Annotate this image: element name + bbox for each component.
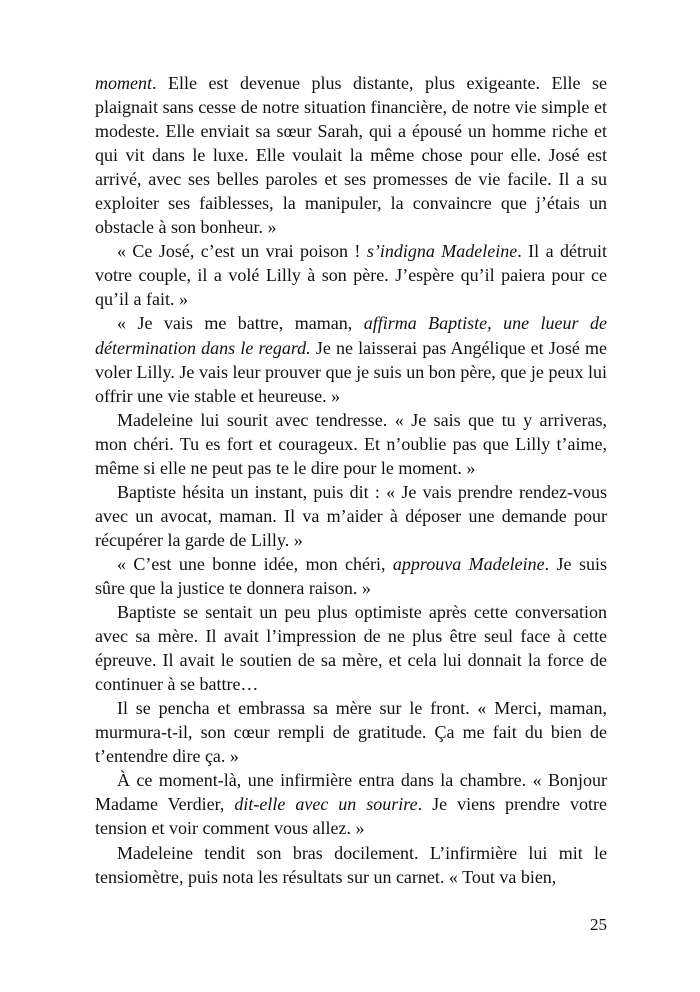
paragraph (95, 600, 607, 696)
text-run: Madeleine lui sourit avec tendresse. « Je sais que tu y arriveras, mon chéri. Tu es fort et courageux. Et n’oublie pas que Lilly t’aime, même si elle ne peut pas te le dire pour le moment. » (95, 409, 607, 478)
paragraph (95, 239, 607, 311)
paragraph (95, 311, 607, 407)
text-run: . Je viens prendre votre tension et voir comment vous allez. » (95, 794, 607, 839)
paragraph (95, 768, 607, 840)
paragraph (95, 841, 607, 889)
text-run: Baptiste hésita un instant, puis dit : « Je vais prendre rendez-vous avec un avocat, maman. Il va m’aider à déposer une demande pour récupérer la garde de Lilly. » (95, 481, 607, 550)
page-text (95, 71, 607, 889)
paragraph (95, 696, 607, 768)
page-number: 25 (590, 915, 607, 934)
text-run: . Je suis sûre que la justice te donnera raison. » (95, 553, 607, 598)
italic-text: approuva Madeleine (392, 553, 545, 574)
italic-text: affirma Baptiste, une lueur de détermination dans le regard. (95, 313, 607, 358)
text-run: . Elle est devenue plus distante, plus exigeante. Elle se plaignait sans cesse de notre situation financière, de notre vie simple et modeste. Elle enviait sa sœur Sarah, qui a épousé un homme riche et qui vit dans le luxe. Elle voulait la même chose pour elle. José est arrivé, avec ses belles paroles et ses promesses de vie facile. Il a su exploiter ses faiblesses, la manipuler, la convaincre que j’étais un obstacle à son bonheur. » (95, 73, 607, 238)
text-run: Il se pencha et embrassa sa mère sur le front. « Merci, maman, murmura-t-il, son cœur rempli de gratitude. Ça me fait du bien de t’entendre dire ça. » (95, 698, 607, 767)
text-run: Baptiste se sentait un peu plus optimiste après cette conversation avec sa mère. Il avait l’impression de ne plus être seul face à cette épreuve. Il avait le soutien de sa mère, et cela lui donnait la force de continuer à se battre… (95, 602, 607, 695)
text-run: À ce moment-là, une infirmière entra dans la chambre. « Bonjour Madame Verdier, (95, 770, 607, 815)
paragraph (95, 552, 607, 600)
text-run: Madeleine tendit son bras docilement. L’infirmière lui mit le tensiomètre, puis nota les résultats sur un carnet. « Tout va bien, (95, 842, 607, 887)
paragraph (95, 71, 607, 239)
text-run: Je ne laisserai pas Angélique et José me voler Lilly. Je vais leur prouver que je suis un bon père, que je peux lui offrir une vie stable et heureuse. » (95, 337, 607, 406)
paragraph (95, 480, 607, 552)
text-run: . Il a détruit votre couple, il a volé Lilly à son père. J’espère qu’il paiera pour ce qu’il a fait. » (95, 241, 607, 310)
text-run: « C’est une bonne idée, mon chéri, (117, 553, 393, 574)
italic-text: moment (95, 73, 152, 93)
text-run: « Je vais me battre, maman, (117, 313, 364, 334)
italic-text: dit-elle avec un sourire (234, 794, 418, 815)
paragraph (95, 408, 607, 480)
text-run: « Ce José, c’est un vrai poison ! (117, 241, 367, 262)
italic-text: s’indigna Madeleine (366, 241, 518, 262)
